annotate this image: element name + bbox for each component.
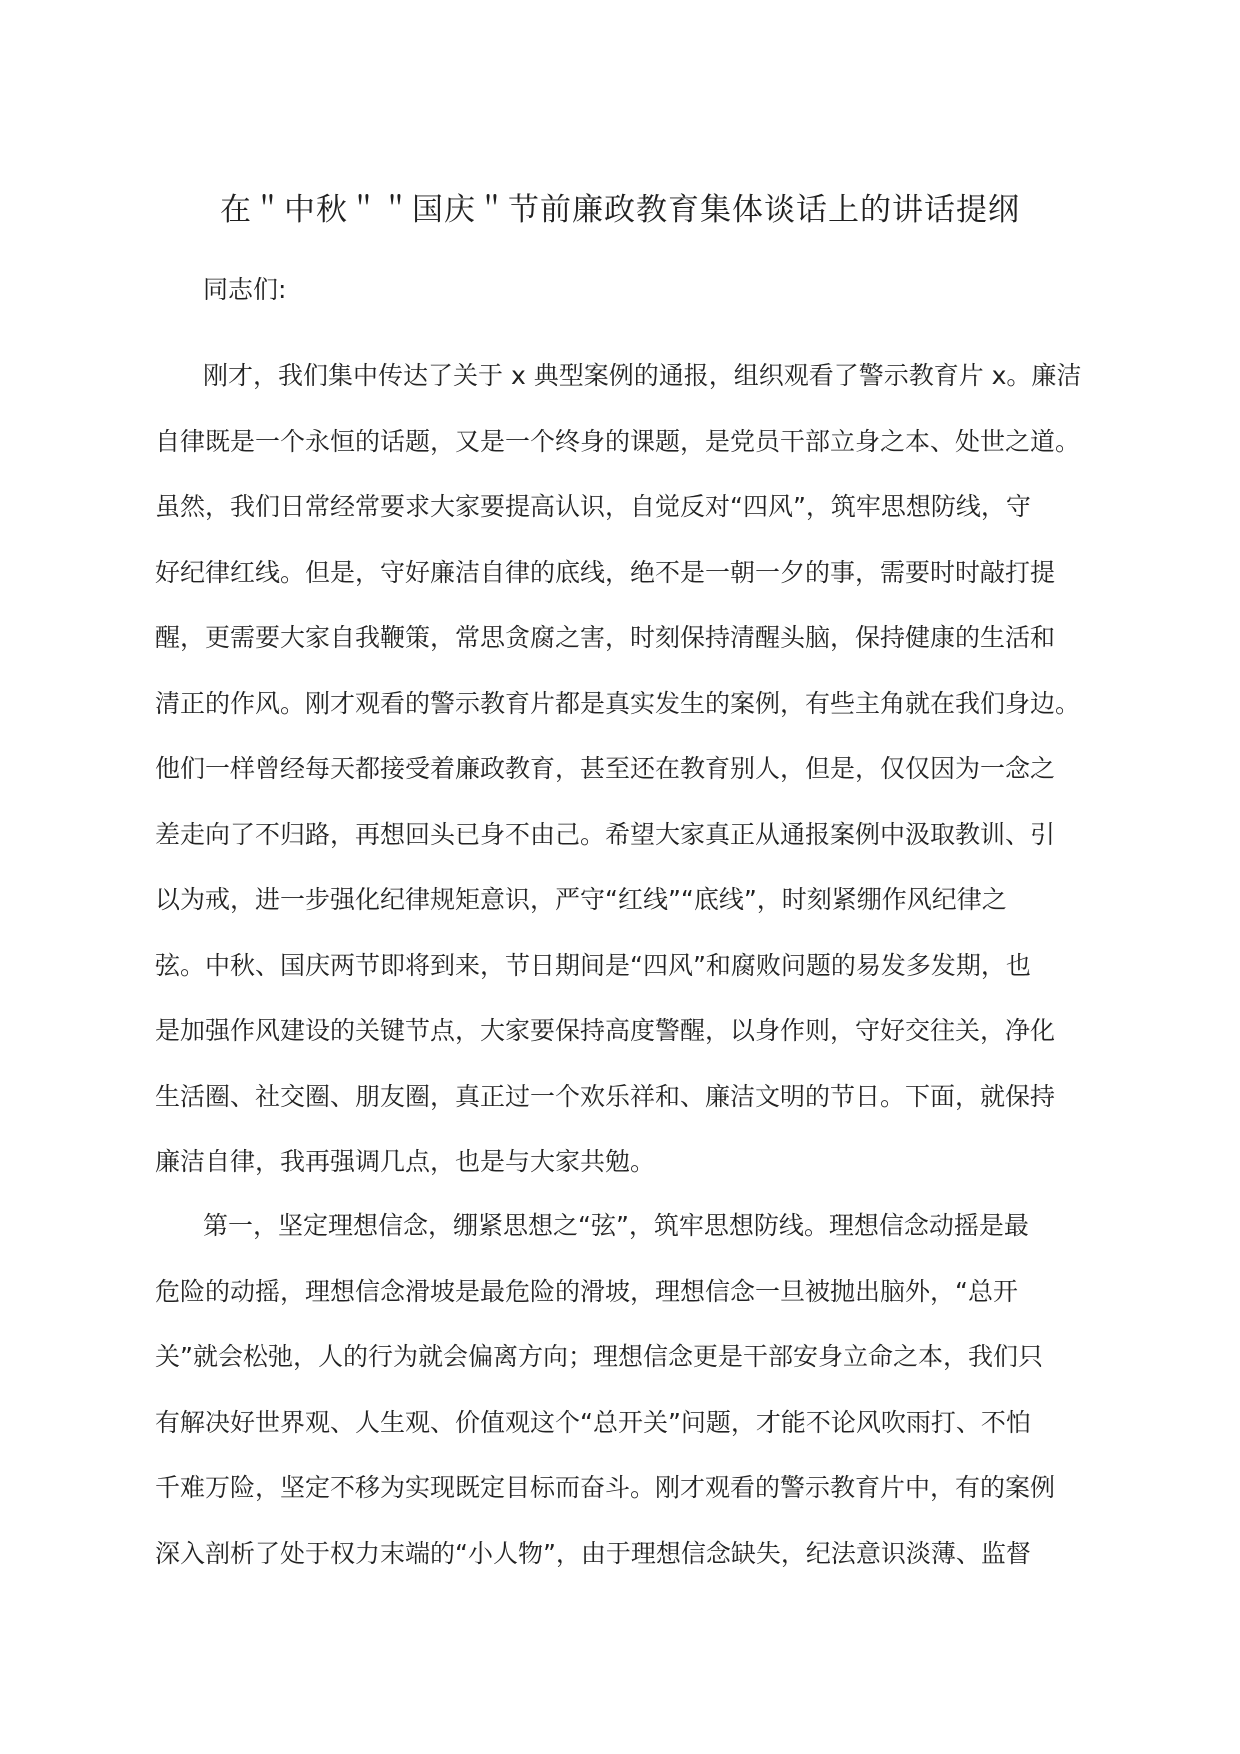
paragraph-line: 关”就会松弛，人的行为就会偏离方向；理想信念更是干部安身立命之本，我们只 (155, 1342, 1043, 1371)
paragraph-line: 刚才，我们集中传达了关于 x 典型案例的通报，组织观看了警示教育片 x。廉洁 (203, 361, 1082, 390)
paragraph-line: 差走向了不归路，再想回头已身不由己。希望大家真正从通报案例中汲取教训、引 (155, 819, 1056, 849)
paragraph-line: 有解决好世界观、人生观、价值观这个“总开关”问题，才能不论风吹雨打、不怕 (155, 1407, 1031, 1437)
paragraph-line: 深入剖析了处于权力末端的“小人物”，由于理想信念缺失，纪法意识淡薄、监督 (155, 1538, 1031, 1568)
paragraph-line: 第一，坚定理想信念，绷紧思想之“弦”，筑牢思想防线。理想信念动摇是最 (203, 1211, 1029, 1240)
paragraph-line: 他们一样曾经每天都接受着廉政教育，甚至还在教育别人，但是，仅仅因为一念之 (155, 754, 1056, 783)
paragraph-line: 自律既是一个永恒的话题，又是一个终身的课题，是党员干部立身之本、处世之道。 (155, 426, 1081, 456)
paragraph-line: 千难万险，坚定不移为实现既定目标而奋斗。刚才观看的警示教育片中，有的案例 (155, 1473, 1056, 1502)
salutation (155, 268, 1060, 312)
paragraph-line: 弦。中秋、国庆两节即将到来，节日期间是“四风”和腐败问题的易发多发期，也 (155, 950, 1031, 980)
paragraph-line: 醒，更需要大家自我鞭策，常思贪腐之害，时刻保持清醒头脑，保持健康的生活和 (155, 623, 1056, 652)
paragraph-line: 是加强作风建设的关键节点，大家要保持高度警醒，以身作则，守好交往关，净化 (155, 1016, 1056, 1045)
paragraph-line: 廉洁自律，我再强调几点，也是与大家共勉。 (155, 1147, 656, 1176)
paragraph-1 (155, 343, 1082, 1195)
paragraph-line: 虽然，我们日常经常要求大家要提高认识，自觉反对“四风”，筑牢思想防线，守 (155, 492, 1031, 521)
salutation-text: 同志们: (203, 275, 287, 304)
paragraph-line: 危险的动摇，理想信念滑坡是最危险的滑坡，理想信念一旦被抛出脑外，“总开 (155, 1276, 1018, 1306)
paragraph-line: 好纪律红线。但是，守好廉洁自律的底线，绝不是一朝一夕的事，需要时时敲打提 (155, 557, 1056, 587)
paragraph-2 (155, 1193, 1060, 1586)
paragraph-line: 以为戒，进一步强化纪律规矩意识，严守“红线”“底线”，时刻紧绷作风纪律之 (155, 885, 1007, 914)
paragraph-line: 生活圈、社交圈、朋友圈，真正过一个欢乐祥和、廉洁文明的节日。下面，就保持 (155, 1081, 1056, 1111)
document-title: 在＂中秋＂＂国庆＂节前廉政教育集体谈话上的讲话提纲 (220, 192, 1020, 228)
paragraph-line: 清正的作风。刚才观看的警示教育片都是真实发生的案例，有些主角就在我们身边。 (155, 688, 1081, 718)
